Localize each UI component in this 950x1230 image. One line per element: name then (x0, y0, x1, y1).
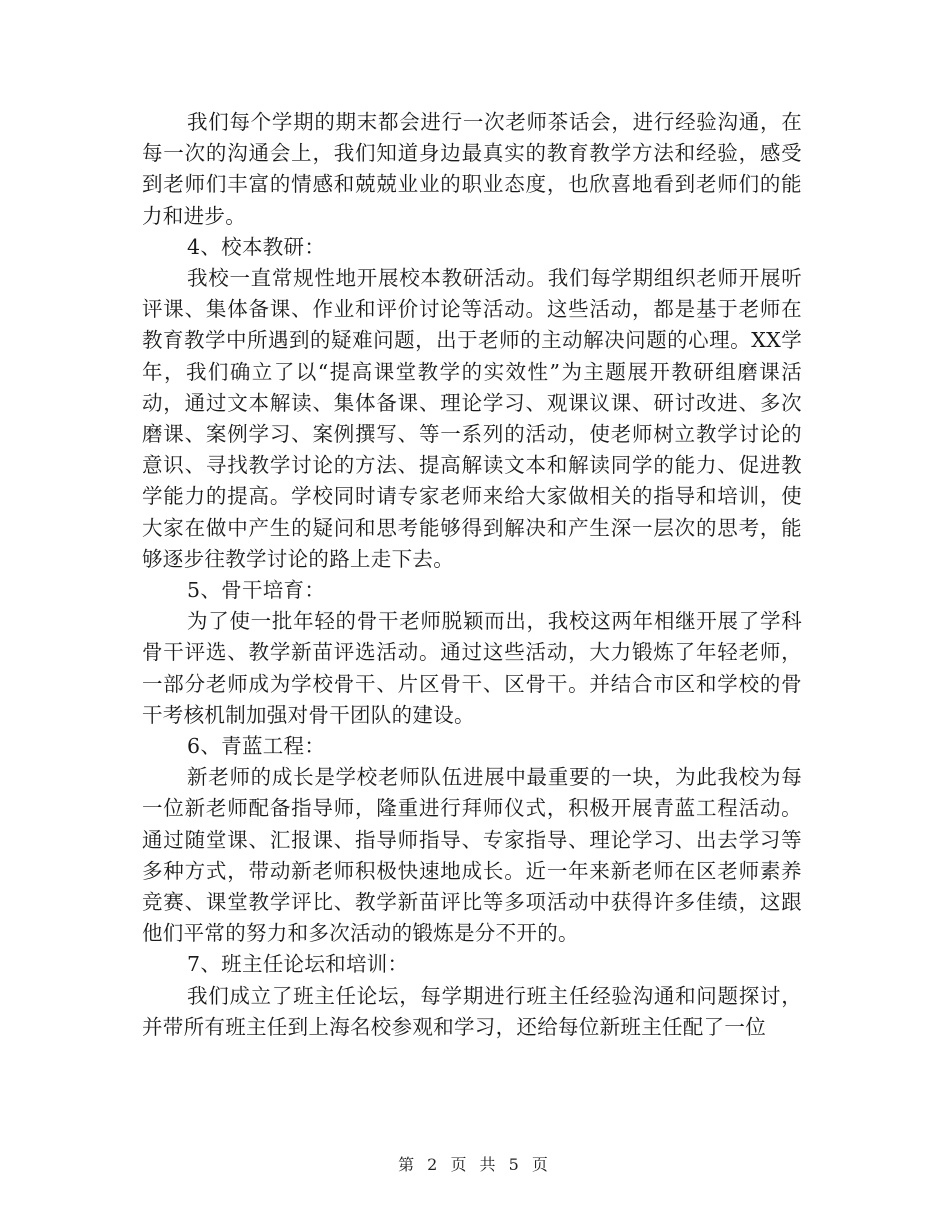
paragraph-qinglan-project: 新老师的成长是学校老师队伍进展中最重要的一块，为此我校为每一位新老师配备指导师，隆重进行拜师仪式，积极开展青蓝工程活动。通过随堂课、汇报课、指导师指导、专家指导、理论学习、出去学习等多种方式，带动新老师积极快速地成长。近一年来新老师在区老师素养竞赛、课堂教学评比、教学新苗评比等多项活动中获得许多佳绩，这跟他们平常的努力和多次活动的锻炼是分不开的。 (142, 765, 802, 946)
page-number-footer: 第 2 页 共 5 页 (398, 1155, 552, 1174)
paragraph-tea-party: 我们每个学期的期末都会进行一次老师茶话会，进行经验沟通，在每一次的沟通会上，我们知道身边最真实的教育教学方法和经验，感受到老师们丰富的情感和兢兢业业的职业态度，也欣喜地看到老师们的能力和进步。 (142, 110, 802, 228)
heading-class-teacher-forum: 7、班主任论坛和培训： (187, 952, 409, 977)
paragraph-backbone-training: 为了使一批年轻的骨干老师脱颖而出，我校这两年相继开展了学科骨干评选、教学新苗评选活动。通过这些活动，大力锻炼了年轻老师，一部分老师成为学校骨干、片区骨干、区骨干。并结合市区和学校的骨干考核机制加强对骨干团队的建设。 (142, 609, 802, 727)
heading-qinglan-project: 6、青蓝工程： (187, 734, 326, 759)
paragraph-school-research: 我校一直常规性地开展校本教研活动。我们每学期组织老师开展听评课、集体备课、作业和评价讨论等活动。这些活动，都是基于老师在教育教学中所遇到的疑难问题，出于老师的主动解决问题的心理。XX学年，我们确立了以“提高课堂教学的实效性”为主题展开教研组磨课活动，通过文本解读、集体备课、理论学习、观课议课、研讨改进、多次磨课、案例学习、案例撰写、等一系列的活动，使老师树立教学讨论的意识、寻找教学讨论的方法、提高解读文本和解读同学的能力、促进教学能力的提高。学校同时请专家老师来给大家做相关的指导和培训，使大家在做中产生的疑问和思考能够得到解决和产生深一层次的思考，能够逐步往教学讨论的路上走下去。 (142, 266, 802, 571)
document-body (142, 107, 802, 1043)
paragraph-class-teacher-forum: 我们成立了班主任论坛，每学期进行班主任经验沟通和问题探讨，并带所有班主任到上海名校参观和学习，还给每位新班主任配了一位 (142, 983, 802, 1039)
heading-backbone-training: 5、骨干培育： (187, 578, 326, 603)
heading-school-research: 4、校本教研： (187, 234, 326, 259)
